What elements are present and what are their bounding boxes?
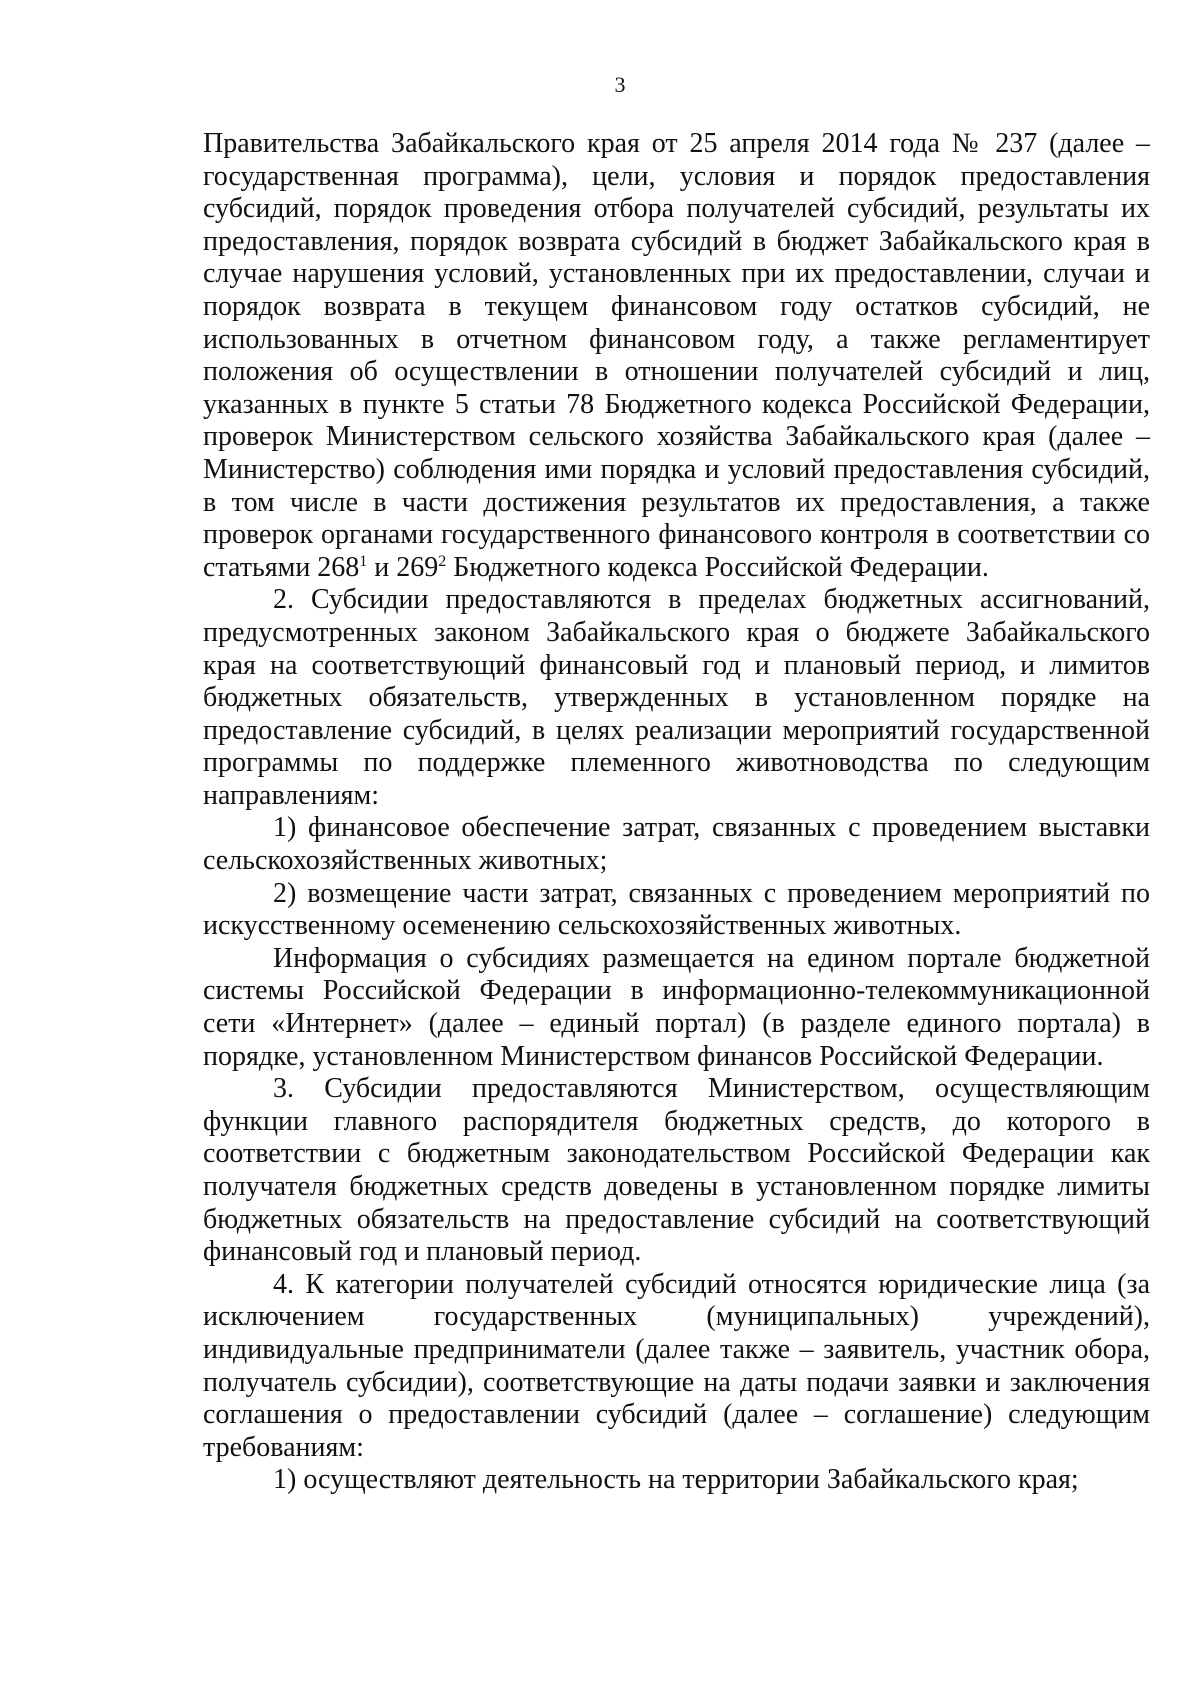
superscript: 2 (438, 552, 447, 570)
paragraph-text: и 269 (367, 551, 439, 583)
paragraph (203, 812, 1150, 877)
paragraph (203, 943, 1150, 1073)
document-body (203, 128, 1150, 1497)
paragraph-text: Правительства Забайкальского края от 25 апреля 2014 года № 237 (далее – государственная программа), цели, условия и порядок предоставления субсидий, порядок проведения отбора получателей субсидий, результаты их предоставления, порядок возврата субсидий в бюджет Забайкальского края в случае нарушения условий, установленных при их предоставлении, случаи и порядок возврата в текущем финансовом году остатков субсидий, не использованных в отчетном финансовом году, а также регламентирует положения об осуществлении в отношении получателей субсидий и лиц, указанных в пункте 5 статьи 78 Бюджетного кодекса Российской Федерации, проверок Министерством сельского хозяйства Забайкальского края (далее – Министерство) соблюдения ими порядка и условий предоставления субсидий, в том числе в части достижения результатов их предоставления, а также проверок органами государственного финансового контроля в соответствии со статьями 268 (203, 128, 1150, 583)
paragraph-text: 3. Субсидии предоставляются Министерством, осуществляющим функции главного распорядителя бюджетных средств, до которого в соответствии с бюджетным законодательством Российской Федерации как получателя бюджетных средств доведены в установленном порядке лимиты бюджетных обязательств на предоставление субсидий на соответствующий финансовый год и плановый период. (203, 1073, 1150, 1268)
paragraph (203, 128, 1150, 584)
paragraph-text: 2) возмещение части затрат, связанных с проведением мероприятий по искусственному осеменению сельскохозяйственных животных. (203, 877, 1150, 942)
paragraph (203, 1464, 1150, 1497)
paragraph (203, 878, 1150, 943)
paragraph (203, 584, 1150, 812)
page-number: 3 (614, 72, 626, 97)
paragraph (203, 1073, 1150, 1269)
paragraph-text: 2. Субсидии предоставляются в пределах бюджетных ассигнований, предусмотренных законом Забайкальского края о бюджете Забайкальского края на соответствующий финансовый год и плановый период, и лимитов бюджетных обязательств, утвержденных в установленном порядке на предоставление субсидий, в целях реализации мероприятий государственной программы по поддержке племенного животноводства по следующим направлениям: (203, 584, 1150, 811)
paragraph-text: 1) финансовое обеспечение затрат, связанных с проведением выставки сельскохозяйственных животных; (203, 812, 1150, 877)
paragraph-text: 4. К категории получателей субсидий относятся юридические лица (за исключением государственных (муниципальных) учреждений), индивидуальные предприниматели (далее также – заявитель, участник обора, получатель субсидии), соответствующие на даты подачи заявки и заключения соглашения о предоставлении субсидий (далее – соглашение) следующим требованиям: (203, 1268, 1150, 1463)
paragraph (203, 1269, 1150, 1465)
paragraph-text: Информация о субсидиях размещается на едином портале бюджетной системы Российской Федерации в информационно-телекоммуникационной сети «Интернет» (далее – единый портал) (в разделе единого портала) в порядке, установленном Министерством финансов Российской Федерации. (203, 942, 1150, 1072)
superscript: 1 (359, 552, 368, 570)
paragraph-text: 1) осуществляют деятельность на территории Забайкальского края; (273, 1464, 1079, 1496)
paragraph-text: Бюджетного кодекса Российской Федерации. (446, 551, 989, 583)
